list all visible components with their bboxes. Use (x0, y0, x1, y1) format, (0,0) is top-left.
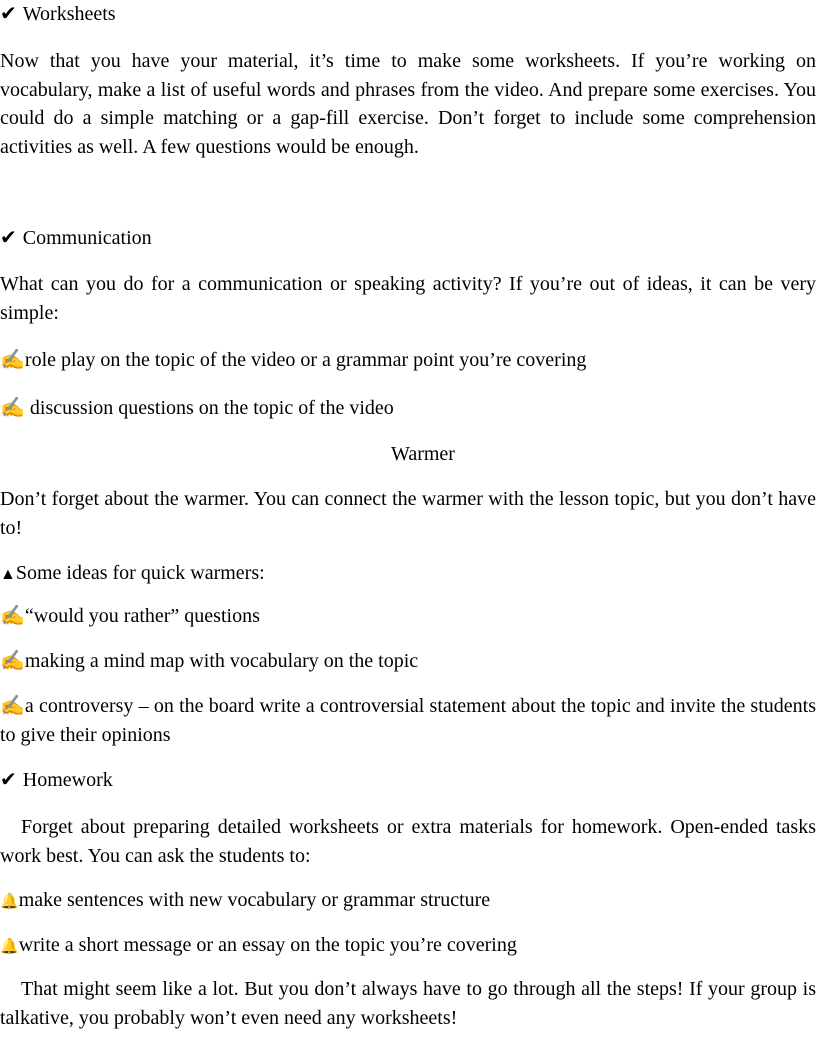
list-item (0, 931, 816, 962)
warmer-intro-text: Some ideas for quick warmers: (15, 562, 265, 584)
homework-heading-text: Homework (22, 769, 113, 791)
list-item-text: discussion questions on the topic of the video (24, 397, 394, 419)
list-item (0, 647, 816, 676)
list-item-text: “would you rather” questions (24, 605, 260, 627)
check-mark-icon: ✔ (0, 227, 17, 249)
worksheets-heading-text: Worksheets (22, 3, 116, 25)
warmer-heading: Warmer (391, 443, 455, 465)
homework-heading (0, 766, 816, 795)
list-item-text: make sentences with new vocabulary or grammar structure (18, 889, 491, 911)
worksheets-heading (0, 0, 816, 29)
warmer-paragraph: Don’t forget about the warmer. You can connect the warmer with the lesson topic, but you don’t have to! (0, 488, 816, 539)
list-item-text: making a mind map with vocabulary on the topic (24, 650, 419, 672)
worksheets-paragraph: Now that you have your material, it’s time to make some worksheets. If you’re working on vocabulary, make a list of useful words and phrases from the video. And prepare some exercises. You could do a simple matching or a gap-fill exercise. Don’t forget to include some comprehension activities as well. A few questions would be enough. (0, 50, 816, 158)
list-item (0, 602, 816, 631)
writing-hand-icon: ✍ (0, 349, 25, 371)
list-item (0, 692, 816, 749)
homework-closing: That might seem like a lot. But you don’t always have to go through all the steps! If your group is talkative, you probably won’t even need any worksheets! (0, 978, 816, 1029)
writing-hand-icon: ✍ (0, 650, 25, 672)
list-item-text: role play on the topic of the video or a grammar point you’re covering (24, 349, 587, 371)
check-mark-icon: ✔ (0, 769, 17, 791)
communication-paragraph: What can you do for a communication or speaking activity? If you’re out of ideas, it can be very simple: (0, 273, 816, 324)
triangle-up-icon: ▲ (0, 566, 16, 583)
writing-hand-icon: ✍ (0, 695, 25, 717)
list-item-text: write a short message or an essay on the topic you’re covering (18, 934, 517, 956)
bell-icon: 🔔 (0, 894, 19, 910)
writing-hand-icon: ✍ (0, 397, 25, 419)
list-item-text: a controversy – on the board write a controversial statement about the topic and invite the students to give their opinions (0, 695, 816, 746)
bell-icon: 🔔 (0, 939, 19, 955)
list-item (0, 886, 816, 917)
list-item (0, 346, 816, 375)
list-item (0, 394, 816, 423)
check-mark-icon: ✔ (0, 3, 17, 25)
writing-hand-icon: ✍ (0, 605, 25, 627)
communication-heading (0, 224, 816, 253)
warmer-intro (0, 559, 816, 590)
homework-paragraph: Forget about preparing detailed worksheets or extra materials for homework. Open-ended tasks work best. You can ask the students to: (0, 816, 816, 867)
communication-heading-text: Communication (22, 227, 152, 249)
